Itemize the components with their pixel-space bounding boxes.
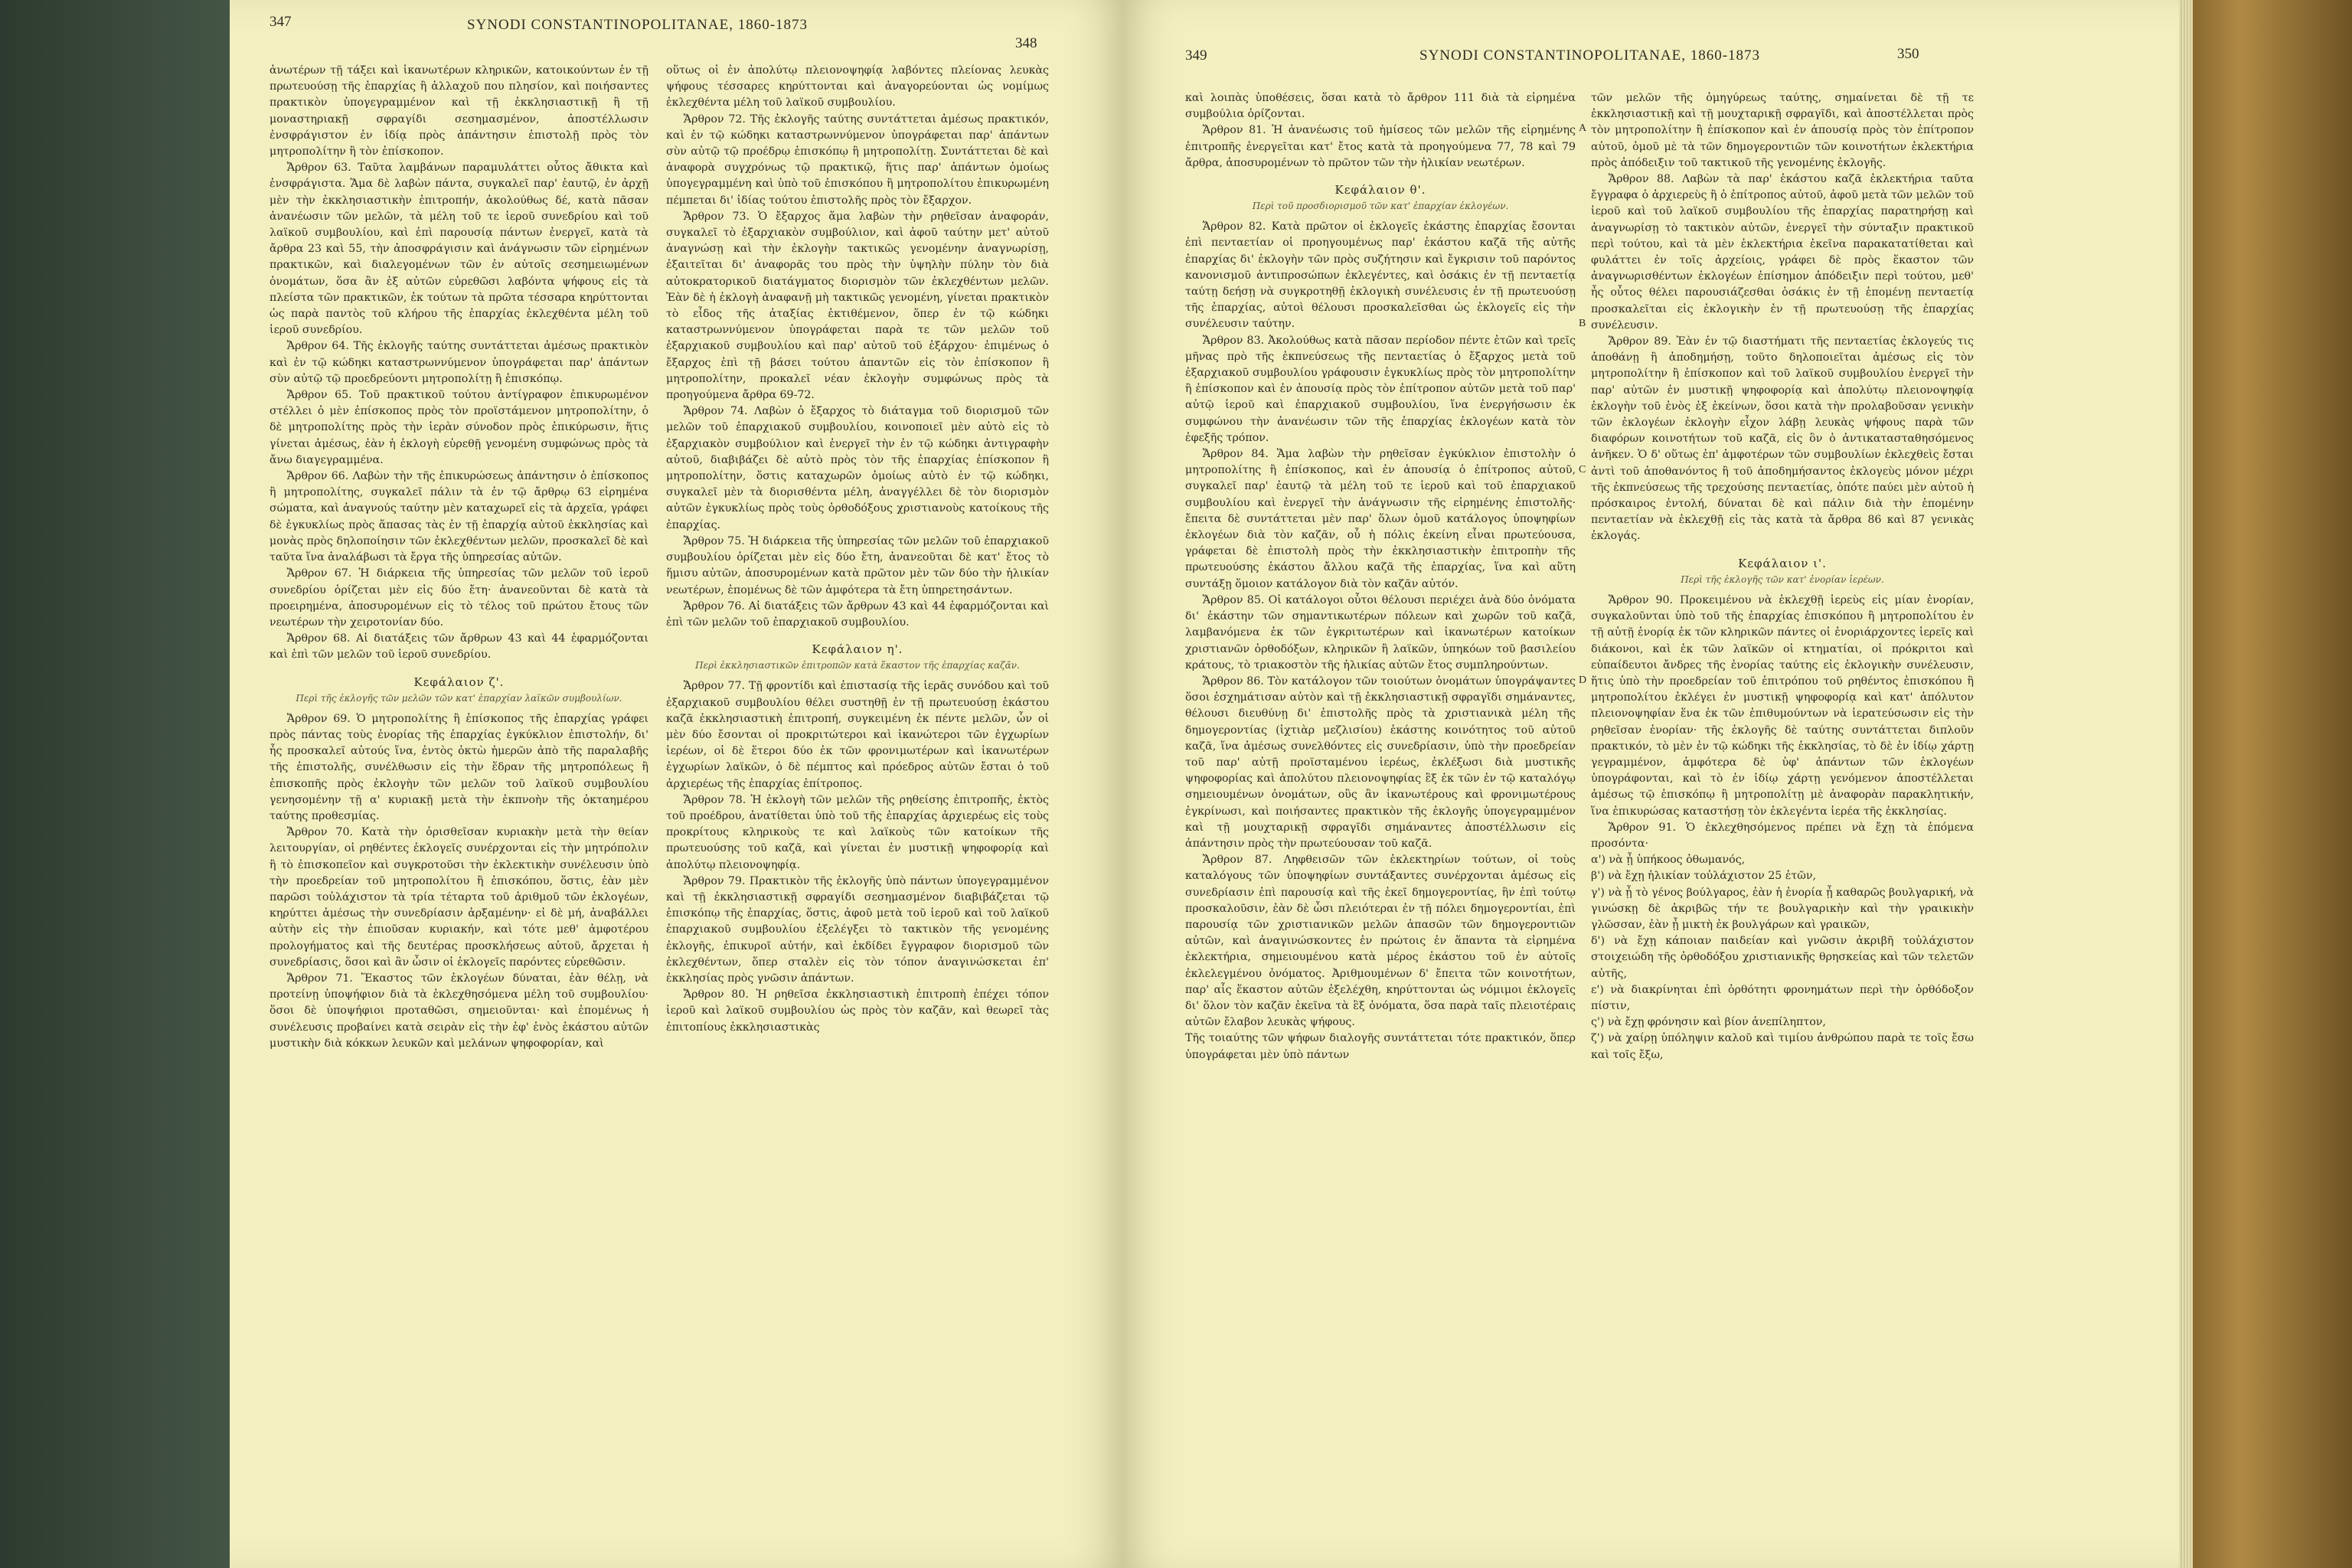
article-paragraph: Ἄρθρον 65. Τοῦ πρακτικοῦ τούτου ἀντίγραφον ἐπικυρωμένον στέλλει ὁ μὲν ἐπίσκοπος πρὸς τὸν προϊστάμενον μητροπολίτην, ὁ δὲ μητροπολίτης πρὸς τὴν ἱερὰν σύνοδον πρὸς ἐπικύρωσιν, ἥτις γίνεται ἀμέσως, ἐὰν ἡ ἐκλογὴ εὑρεθῇ γενομένη συμφώνως πρὸς τὰ ἄνω διαγεγραμμένα. xyxy=(270,389,648,466)
folio-347: 347 xyxy=(270,14,292,30)
folio-348: 348 xyxy=(1015,35,1037,51)
article-paragraph: Ἄρθρον 68. Αἱ διατάξεις τῶν ἄρθρων 43 καὶ 44 ἐφαρμόζονται καὶ ἐπὶ τῶν μελῶν τοῦ ἱεροῦ συνεδρίου. xyxy=(270,632,648,662)
article-paragraph: β') νὰ ἔχῃ ἡλικίαν τοὐλάχιστον 25 ἐτῶν, xyxy=(1591,870,1816,883)
chapter-subtitle: Περὶ τῆς ἐκλογῆς τῶν μελῶν τῶν κατ' ἐπαρχίαν λαϊκῶν συμβουλίων. xyxy=(296,692,622,704)
article-paragraph: Ἄρθρον 86. Τὸν κατάλογον τῶν τοιούτων ὀνομάτων ὑπογράψαντες ὅσοι ἐσχημάτισαν αὐτὸν καὶ τῇ ἐκκλησιαστικῇ σφραγῖδι σημάναντες, θέλουσι διευθύνῃ δι' ἐπιστολῆς πρὸς τὰ χριστιανικὰ μέλη τῆς δημογεροντίας (ἰχτιὰρ μεζλισίου) ἑκάστης κοινότητος τοῦ αὐτοῦ καζᾶ, ἵνα ἀμέσως συνελθόντες εἰς συνεδρίασιν, ὑπὸ τὴν προεδρείαν τοῦ παρ' αὐτῇ προϊσταμένου ἱερέως, ἐκλέξωσι διὰ μυστικῆς ψηφοφορίας καὶ ἀπολύτου πλειονοψηφίας ἓξ ἐκ τῶν ἐν τῷ καταλόγῳ σημειουμένων ὀνομάτων, οὓς ἂν ἱκανωτέρους καὶ φρονιμωτέρους ἐγκρίνωσι, καὶ ποιήσαντες πρακτικὸν τῆς ἐκλογῆς ὑπογεγραμμένον καὶ τῇ μουχταρικῇ σφραγῖδι σημάναντες ἀποστέλλωσιν εἰς ἀπάντησιν πρὸς τὴν πρωτεύουσαν τοῦ καζᾶ. xyxy=(1185,675,1576,850)
article-paragraph: Ἄρθρον 71. Ἕκαστος τῶν ἐκλογέων δύναται, ἐὰν θέλῃ, νὰ προτείνῃ ὑποψήφιον διὰ τὰ ἐκλεχθησόμενα μέλη τοῦ συμβουλίου· ὅσοι δὲ ὑποψήφιοι προταθῶσι, σημειοῦνται· καὶ ἐπομένως ἡ συνέλευσις προβαίνει κατὰ σειρὰν εἰς τὴν ἐφ' ἑνὸς ἑκάστου αὐτῶν μυστικὴν διὰ κόκκων λευκῶν καὶ μελάνων ψηφοφορίαν, καὶ xyxy=(270,972,648,1050)
right-page-column-1 xyxy=(1185,90,1576,1063)
article-paragraph: Ἄρθρον 84. Ἅμα λαβὼν τὴν ρηθεῖσαν ἐγκύκλιον ἐπιστολὴν ὁ μητροπολίτης ἢ ἐπίσκοπος, καὶ ἐν ἀπουσίᾳ ὁ ἐπίτροπος αὐτοῦ, συγκαλεῖ παρ' ἑαυτῷ τὰ μέλη τοῦ τε ἱεροῦ καὶ τοῦ ἐπαρχιακοῦ συμβουλίου καὶ ἐνεργεῖ τὴν ἀνάγνωσιν τῆς εἰρημένης ἐπιστολῆς· ἔπειτα δὲ συντάττεται μὲν παρ' ὅλων ὁμοῦ κατάλογος ὑποψηφίων ἐκλογέων διὰ τὸν καζᾶν, οὗ ἡ πόλις ἐκείνη εἶναι πρωτεύουσα, γράφεται δὲ ἐπιστολὴ πρὸς τὴν ἐκκλησιαστικὴν ἐπιτροπὴν τῆς πρωτευούσης ἑκάστου ἄλλου καζᾶ τῆς ἐπαρχίας, ἵνα καὶ αὕτη συντάξῃ ὅμοιον κατάλογον διὰ τὸν καζᾶν αὐτόν. xyxy=(1185,448,1576,590)
article-paragraph: Ἄρθρον 79. Πρακτικὸν τῆς ἐκλογῆς ὑπὸ πάντων ὑπογεγραμμένον καὶ τῇ ἐκκλησιαστικῇ σφραγίδι σεσημασμένον διαβιβάζεται τῷ ἐπισκόπῳ τῆς ἐπαρχίας, ὅστις, ἀφοῦ μετὰ τοῦ ἱεροῦ καὶ τοῦ λαϊκοῦ ἐπαρχιακοῦ συμβουλίου ἐξελέγξει τὸ τακτικὸν τῆς γενομένης ἐκλογῆς, ἐπικυροῖ αὐτήν, καὶ ἐκδίδει ἔγγραφον διορισμοῦ τῶν ἐκλεχθέντων, ὅπερ σταλὲν εἰς τὸν τόπον ἀναγινώσκεται ἐπ' ἐκκλησίας πρὸς γνῶσιν ἁπάντων. xyxy=(666,874,1049,985)
article-paragraph: Ἄρθρον 69. Ὁ μητροπολίτης ἢ ἐπίσκοπος τῆς ἐπαρχίας γράφει πρὸς πάντας τοὺς ἐνορίας τῆς ἐπαρχίας ἐγκύκλιον ἐπιστολήν, δι' ἧς προσκαλεῖ αὐτούς ἵνα, ἐντὸς ὀκτὼ ἡμερῶν ἀπὸ τῆς παραλαβῆς τῆς ἐπιστολῆς, συνέλθωσιν εἰς τὴν ἕδραν τῆς μητροπόλεως ἢ ἐπισκοπῆς πρὸς ἐκλογὴν τῶν μελῶν τοῦ λαϊκοῦ συμβουλίου γενησομένην τῇ α' κυριακῇ μετὰ τὴν ἐκπνοὴν τῆς ὀκταημέρου ταύτης προθεσμίας. xyxy=(270,712,648,822)
chapter-heading: Κεφάλαιον θ'. xyxy=(1334,183,1426,198)
article-paragraph: Ἄρθρον 64. Τῆς ἐκλογῆς ταύτης συντάττεται ἀμέσως πρακτικὸν καὶ ἐν τῷ κώδηκι καταστρωννύμενον ὑπογράφεται παρ' ἁπάντων σὺν αὐτῷ τῷ προεδρεύοντι μητροπολίτῃ ἢ ἐπισκόπῳ. xyxy=(270,340,648,385)
article-paragraph: Ἄρθρον 75. Ἡ διάρκεια τῆς ὑπηρεσίας τῶν μελῶν τοῦ ἐπαρχιακοῦ συμβουλίου ὁρίζεται μὲν εἰς δύο ἔτη, ἀνανεοῦται δὲ κατ' ἔτος τὸ ἥμισυ αὐτῶν, ἀποσυρομένων κατὰ πρῶτον μὲν τῶν δύο τὴν ἡλικίαν νεωτέρων, ἐπομένως δὲ τῶν ἀμφότερα τὰ ἔτη ὑπηρετησάντων. xyxy=(666,534,1049,596)
chapter-subtitle: Περὶ τοῦ προσδιορισμοῦ τῶν κατ' ἐπαρχίαν ἐκλογέων. xyxy=(1252,201,1509,212)
article-paragraph: Τῆς τοιαύτης τῶν ψήφων διαλογῆς συντάττεται τότε πρακτικόν, ὅπερ ὑπογράφεται μὲν ὑπὸ πάντων xyxy=(1185,1032,1576,1061)
article-paragraph: Ἄρθρον 87. Ληφθεισῶν τῶν ἐκλεκτηρίων τούτων, οἱ τοὺς καταλόγους τῶν ὑποψηφίων συντάξαντες συνέρχονται ἀμέσως εἰς συνεδρίασιν ἐπὶ παρουσίᾳ καὶ τῆς ἐκεῖ δημογεροντίας, ἣν ἐπὶ τούτῳ προσκαλοῦσιν, ἐὰν δὲ ὦσι πλειότεραι ἐν τῇ πόλει δημογεροντίαι, ἐπὶ παρουσίᾳ τῶν χριστιανικῶν μελῶν ἁπασῶν τῶν δημογεροντιῶν αὐτῶν, καὶ ἀναγινώσκοντες ἐν πρώτοις ἐν ἅπαντα τὰ εἰρημένα ἐκλεκτήρια, σημειουμένου κατὰ μέρος ἑκάστου τοῦ ἐν αὐτοῖς ἐκλελεγμένου ὀνόματος. Ἀριθμουμένων δ' ἔπειτα τῶν κοινοτήτων, παρ' αἷς ἕκαστον αὐτῶν ἐξελέχθη, κηρύττονται ὡς νόμιμοι ἐκλογεῖς δι' ὅλον τὸν καζᾶν ἐκεῖνα τὰ ἓξ ὀνόματα, ὅσα παρὰ ταῖς πλειοτέραις αὐτῶν ἔλαβον λευκὰς ψήφους. xyxy=(1185,854,1576,1029)
article-paragraph: Ἄρθρον 83. Ἀκολούθως κατὰ πᾶσαν περίοδον πέντε ἐτῶν καὶ τρεῖς μῆνας πρὸ τῆς ἐκπνεύσεως τῆς πενταετίας ὁ ἔξαρχος μετὰ τοῦ ἐξαρχιακοῦ συμβουλίου γράφουσιν ἐγκυκλίως πρὸς τὸν μητροπολίτην ἢ ἐπίσκοπον καὶ ἐν ἀπουσίᾳ πρὸς τὸν ἐπίτροπον αὐτῶν μετὰ τοῦ παρ' αὐτῷ ἱεροῦ καὶ ἐπαρχιακοῦ συμβουλίου, ἵνα ἐνεργήσωσιν ἐκ συμφώνου τὴν ἀνανέωσιν τῶν τῆς ἐπαρχίας ἐκλογέων κατὰ τὸν ἐφεξῆς τρόπον. xyxy=(1185,334,1576,444)
left-page xyxy=(230,0,1122,1568)
right-page xyxy=(1122,0,2179,1568)
article-paragraph: ἀνωτέρων τῇ τάξει καὶ ἱκανωτέρων κληρικῶν, κατοικούντων ἐν τῇ πρωτευούσῃ τῆς ἐπαρχίας ἢ ἀλλαχοῦ που πλησίον, καὶ ποιήσαντες πρακτικὸν ὑπογεγραμμένον καὶ τῇ ἐκκλησιαστικῇ ἢ τῇ μοναστηριακῇ σφραγίδι σεσημασμένον, ἀποστέλλωσιν ἐνσφράγιστον ἐν ἰδίᾳ πρὸς ἀπάντησιν ἐπιστολῇ πρὸς τὸν μητροπολίτην ἢ τὸν ἐπίσκοπον. xyxy=(270,64,648,158)
article-paragraph: Ἄρθρον 73. Ὁ ἔξαρχος ἅμα λαβὼν τὴν ρηθεῖσαν ἀναφοράν, συγκαλεῖ τὸ ἐξαρχιακὸν συμβούλιον, καὶ ἀφοῦ ταύτην μετ' αὐτοῦ ἀναγνώσῃ καὶ τὴν ἐκλογὴν τακτικῶς γενομένην ἀναγνωρίσῃ, ἐξαιτεῖται δι' ἀναφορᾶς του πρὸς τὴν ὑψηλὴν πύλην τὸν διὰ αὐτοκρατορικοῦ διατάγματος διορισμὸν τῶν ἐκλεχθέντων μελῶν. Ἐὰν δὲ ἡ ἐκλογὴ ἀναφανῇ μὴ τακτικῶς γενομένη, γίνεται πρακτικὸν τὸ εἶδος τῆς ἀταξίας ἐκτιθέμενον, ὅπερ ἐν τῷ κώδηκι καταστρωννύμενον ὑπογράφεται παρὰ τε τῶν μελῶν τοῦ ἐξαρχιακοῦ συμβουλίου καὶ παρ' αὐτοῦ τοῦ ἐξάρχου· ἐπιμένως ὁ ἔξαρχος ἐπὶ τῇ βάσει τούτου ἀπαντῶν εἰς τὸν ἐπίσκοπον ἢ μητροπολίτην, προκαλεῖ νέαν ἐκλογὴν συμφώνως πρὸς τὰ προηγούμενα ἄρθρα 69-72. xyxy=(666,210,1049,402)
margin-section-mark: C xyxy=(1579,463,1586,475)
left-page-column-1 xyxy=(270,63,648,1052)
chapter-heading: Κεφάλαιον ζ'. xyxy=(413,675,505,689)
article-paragraph: ε') νὰ διακρίνηται ἐπὶ ὀρθότητι φρονημάτων περὶ τὴν ὀρθόδοξον πίστιν, xyxy=(1591,983,1974,1012)
article-paragraph: καὶ λοιπὰς ὑποθέσεις, ὅσαι κατὰ τὸ ἄρθρον 111 διὰ τὰ εἰρημένα συμβούλια ὁρίζονται. xyxy=(1185,92,1576,121)
article-paragraph: Ἄρθρον 74. Λαβὼν ὁ ἔξαρχος τὸ διάταγμα τοῦ διορισμοῦ τῶν μελῶν τοῦ ἐπαρχιακοῦ συμβουλίου, κοινοποιεῖ μὲν αὐτὸ εἰς τὸ ἐξαρχιακὸν συμβούλιον καὶ ἐνεργεῖ τὴν ἐν τῷ κώδηκι ἀντιγραφὴν αὐτοῦ, διαβιβάζει δὲ αὐτὸ πρὸς τὸν τῆς ἐπαρχίας ἐπίσκοπον ἢ μητροπολίτην, ὅστις καταχωρῶν ὁμοίως αὐτὸ ἐν τῷ κώδηκι, συγκαλεῖ μὲν τὰ διορισθέντα μέλη, ἀναγγέλλει δὲ τὸν διορισμὸν αὐτῶν ἐγκυκλίως πρὸς τοὺς ὀρθοδόξους χριστιανοὺς κατοίκους τῆς ἐπαρχίας. xyxy=(666,405,1049,531)
running-head-left: SYNODI CONSTANTINOPOLITANAE, 1860-1873 xyxy=(467,17,808,33)
chapter-subtitle: Περὶ τῆς ἐκλογῆς τῶν κατ' ἐνορίαν ἱερέων. xyxy=(1681,573,1884,585)
article-paragraph: Ἄρθρον 72. Τῆς ἐκλογῆς ταύτης συντάττεται ἀμέσως πρακτικόν, καὶ ἐν τῷ κώδηκι καταστρωννύμενον ὑπογράφεται παρ' ἁπάντων σὺν αὐτῷ τῷ προέδρῳ ἐπισκόπῳ ἢ μητροπολίτῃ. Συντάττεται δὲ καὶ ἀναφορὰ συγχρόνως τῷ πρακτικῷ, ἥτις παρ' ἁπάντων ὁμοίως ὑπογεγραμμένη καὶ ὑπὸ τοῦ ἐπισκόπου ἢ μητροπολίτου ἐπικυρωμένη πέμπεται δι' ἰδίας τούτου ἐπιστολῆς πρὸς τὸν ἔξαρχον. xyxy=(666,113,1049,207)
right-page-column-2 xyxy=(1591,90,1974,1063)
article-paragraph: α') νὰ ᾖ ὑπήκοος ὀθωμανός, xyxy=(1591,854,1746,867)
article-paragraph: Ἄρθρον 70. Κατὰ τὴν ὁρισθεῖσαν κυριακὴν μετὰ τὴν θείαν λειτουργίαν, οἱ ρηθέντες ἐκλογεῖς συνέρχονται εἰς τὴν μητρόπολιν ἢ τὸ ἐπισκοπεῖον καὶ συγκροτοῦσι τὴν ἐκλεκτικὴν συνέλευσιν ὑπὸ τὴν προεδρείαν τοῦ μητροπολίτου ἢ ἐπισκόπου, ὅστις, ἐὰν μὲν παρῶσι τοὐλάχιστον τὰ τρία τέταρτα τοῦ ἀριθμοῦ τῶν ἐκλογέων, κηρύττει ἀμέσως τὴν συνεδρίασιν ἀρξαμένην· εἰ δὲ μή, ἀναβάλλει αὐτὴν εἰς τὴν ἐπιοῦσαν κυριακήν, καὶ τότε μεθ' ἀμφοτέρου προλογήματος καὶ τῆς δευτέρας προσκλήσεως αὐτοῦ, ἄρχεται ἡ συνεδρίασις, ὅσοι καὶ ἂν ὦσιν οἱ ἐκλογεῖς παρόντες εὑρεθῶσιν. xyxy=(270,826,648,969)
article-paragraph: Ἄρθρον 81. Ἡ ἀνανέωσις τοῦ ἡμίσεος τῶν μελῶν τῆς εἰρημένης ἐπιτροπῆς ἐνεργεῖται κατ' ἔτος κατὰ τὰ προηγούμενα 77, 78 καὶ 79 ἄρθρα, ἀποσυρομένων τὸ πρῶτον τῶν τὴν ἡλικίαν νεωτέρων. xyxy=(1185,124,1576,169)
article-paragraph: οὕτως οἱ ἐν ἀπολύτῳ πλειονοψηφίᾳ λαβόντες πλείονας λευκὰς ψήφους τέσσαρες κηρύττονται καὶ ἀναγορεύονται ὡς νομίμως ἐκλεχθέντα μέλη τοῦ λαϊκοῦ συμβουλίου. xyxy=(666,64,1049,109)
article-paragraph: ς') νὰ ἔχῃ φρόνησιν καὶ βίον ἀνεπίληπτον, xyxy=(1591,1016,1826,1029)
background-left xyxy=(0,0,230,1568)
margin-section-mark: D xyxy=(1579,675,1587,687)
article-paragraph: Ἄρθρον 80. Ἡ ρηθεῖσα ἐκκλησιαστικὴ ἐπιτροπὴ ἐπέχει τόπον ἱεροῦ καὶ λαϊκοῦ συμβουλίου ὡς πρὸς τὸν καζᾶν, καὶ θεωρεῖ τὰς ἐπιτοπίους ἐκκλησιαστικὰς xyxy=(666,988,1049,1034)
page-edge xyxy=(2179,0,2193,1568)
article-paragraph: τῶν μελῶν τῆς ὁμηγύρεως ταύτης, σημαίνεται δὲ τῇ τε ἐκκλησιαστικῇ καὶ τῇ μουχταρικῇ σφραγῖδι, καὶ ἀποστέλλεται πρὸς τὸν μητροπολίτην ἢ ἐπίσκοπον καὶ ἐν ἀπουσίᾳ πρὸς τὸν ἐπίτροπον αὐτοῦ, ὁμοῦ μὲ τὰ τῶν δημογεροντιῶν τῶν κοινοτήτων ἐκλεκτήρια πρὸς ἀπόδειξιν τοῦ τακτικοῦ τῆς γενομένης ἐκλογῆς. xyxy=(1591,92,1974,169)
article-paragraph: Ἄρθρον 78. Ἡ ἐκλογὴ τῶν μελῶν τῆς ρηθείσης ἐπιτροπῆς, ἐκτὸς τοῦ προέδρου, ἀνατίθεται ὑπὸ τοῦ τῆς ἐπαρχίας ἀρχιερέως εἰς τοὺς προκρίτους κληρικοὺς τε καὶ λαϊκοὺς τῶν κατοίκων τῆς πρωτευούσης τοῦ καζᾶ, καὶ γίνεται ἐν μυστικῇ ψηφοφορίᾳ καὶ ἀπολύτῳ πλειονοψηφίᾳ. xyxy=(666,793,1049,871)
folio-349: 349 xyxy=(1185,47,1207,64)
article-paragraph: Ἄρθρον 82. Κατὰ πρῶτον οἱ ἐκλογεῖς ἑκάστης ἐπαρχίας ἔσονται ἐπὶ πενταετίαν οἱ προηγουμένως παρ' ἑκάστου καζᾶ τῆς αὐτῆς ἐπαρχίας δι' ἐκλογὴν τῶν πρὸς συζήτησιν καὶ ἔγκρισιν τοῦ παρόντος κανονισμοῦ ἀντιπροσώπων ἐκλεγέντες, καὶ ὁσάκις ἐν τῇ πενταετίᾳ ταύτῃ δεήσῃ νὰ συγκροτηθῇ ἐκλογικὴ συνέλευσις ἐν τῇ πρωτευούσῃ τῆς ἐπαρχίας, αὐτοὶ θέλουσι προσκαλεῖσθαι ὡς ἐκλογεῖς εἰς τὴν συνέλευσιν ταύτην. xyxy=(1185,220,1576,331)
article-paragraph: Ἄρθρον 89. Ἐὰν ἐν τῷ διαστήματι τῆς πενταετίας ἐκλογεύς τις ἀποθάνῃ ἢ ἀποδημήσῃ, τοῦτο δηλοποιεῖται ἀμέσως εἰς τὸν μητροπολίτην ἢ ἐπίσκοπον καὶ τοῦ λαϊκοῦ συμβουλίου ἐνεργεῖ τὴν παρ' αὐτῶν ἐν μυστικῇ ψηφοφορίᾳ καὶ ἀπολύτῳ πλειονοψηφίᾳ ἐκλογὴν τοῦ ἑνὸς ἐξ ἐκείνων, ὅσοι κατὰ τὴν προλαβοῦσαν γενικὴν τῶν ἐκλογέων ἐκλογὴν εἶχον λάβῃ λευκὰς ψήφους παρὰ τῶν διαφόρων κοινοτήτων τοῦ καζᾶ, εἰς ὃν ὁ ἀντικατασταθησόμενος ἀνῆκεν. Ὁ δ' οὕτως ἐπ' ἀμφοτέρων τῶν συμβουλίων ἐκλεχθεὶς ἔσται ἀντὶ τοῦ ἀποθανόντος ἢ τοῦ ἀποδημήσαντος ἐκλογεὺς μόνον μέχρι τῆς ἐκπνεύσεως τῆς τρεχούσης πενταετίας, ὁπότε παύει μὲν αὐτοῦ ἡ πρόσκαιρος ἐντολή, δύναται δὲ καὶ πάλιν διὰ τὴν ἑπομένην πενταετίαν νὰ ἐκλεχθῇ εἰς τὰς κατὰ τὰ ἄρθρα 86 καὶ 87 γενικὰς ἐκλογάς. xyxy=(1591,335,1974,543)
article-paragraph: ζ') νὰ χαίρῃ ὑπόληψιν καλοῦ καὶ τιμίου ἀνθρώπου παρὰ τε τοῖς ἔσω καὶ τοῖς ἔξω, xyxy=(1591,1032,1974,1061)
article-paragraph: Ἄρθρον 77. Τῇ φροντίδι καὶ ἐπιστασίᾳ τῆς ἱερᾶς συνόδου καὶ τοῦ ἐξαρχιακοῦ συμβουλίου θέλει συστηθῇ ἐν τῇ πρωτευούσῃ ἑκάστου καζᾶ ἐκκλησιαστικὴ ἐπιτροπή, συγκειμένη ἐκ πέντε μελῶν, ὧν οἱ μὲν δύο ἔσονται οἱ προκριτώτεροι καὶ ἱκανώτεροι τῶν ἐγχωρίων ἱερέων, οἱ δὲ ἕτεροι δύο ἐκ τῶν φρονιμωτέρων καὶ ἱκανωτέρων ἐγχωρίων λαϊκῶν, ὁ δὲ πέμπτος καὶ πρόεδρος αὐτῶν ἔσται ὁ τοῦ ἀρχιερέως τῆς ἐπαρχίας ἐπίτροπος. xyxy=(666,680,1049,790)
article-paragraph: Ἄρθρον 85. Οἱ κατάλογοι οὗτοι θέλουσι περιέχει ἀνὰ δύο ὀνόματα δι' ἑκάστην τῶν σημαντικωτέρων πόλεων καὶ χωρῶν τοῦ καζᾶ, λαμβανόμενα ἐκ τῶν ἐγκριτωτέρων καὶ ἱκανωτέρων κατοίκων χριστιανῶν ὀρθοδόξων, κληρικῶν ἢ λαϊκῶν, ὑπηκόων τοῦ βασιλείου κράτους, τὸ τριακοστὸν τῆς ἡλικίας αὐτῶν ἔτος συμπληρούντων. xyxy=(1185,593,1576,671)
article-paragraph: γ') νὰ ᾖ τὸ γένος βούλγαρος, ἐὰν ἡ ἐνορία ᾖ καθαρῶς βουλγαρική, νὰ γινώσκῃ δὲ ἀκριβῶς τήν τε βουλγαρικὴν καὶ τὴν γραικικὴν γλῶσσαν, ἐὰν ᾖ μικτὴ ἐκ βουλγάρων καὶ γραικῶν, xyxy=(1591,886,1974,931)
folio-350: 350 xyxy=(1897,46,1919,62)
article-paragraph: Ἄρθρον 88. Λαβὼν τὰ παρ' ἑκάστου καζᾶ ἐκλεκτήρια ταῦτα ἔγγραφα ὁ ἀρχιερεὺς ἢ ὁ ἐπίτροπος αὐτοῦ, ἀφοῦ μετὰ τῶν μελῶν τοῦ ἱεροῦ καὶ τοῦ λαϊκοῦ συμβουλίου τῆς ἐπαρχίας παρατηρήσῃ καὶ ἀναγνωρίσῃ τὸ τακτικὸν αὐτῶν, ἐνεργεῖ τὴν σύνταξιν πρακτικοῦ περὶ τούτου, καὶ τὰ μὲν ἐκλεκτήρια ἐκεῖνα παρακατατίθεται καὶ φυλάττει ἐν τοῖς ἀρχείοις, γράφει δὲ πρὸς ἕκαστον τῶν ἀναγνωρισθέντων ἐκλογέων ἐπίσημον ἀπόδειξιν περὶ τούτου, μεθ' ἧς οὗτος θέλει παρουσιάζεσθαι ὁσάκις ἐν τῇ ἑπομένῃ πενταετίᾳ προσκαλεῖται εἰς ἐκλογικὴν ἐν τῇ πρωτευούσῃ τῆς ἐπαρχίας συνέλευσιν. xyxy=(1591,173,1974,332)
chapter-subtitle: Περὶ ἐκκλησιαστικῶν ἐπιτροπῶν κατὰ ἕκαστον τῆς ἐπαρχίας καζᾶν. xyxy=(695,660,1020,671)
article-paragraph: Ἄρθρον 67. Ἡ διάρκεια τῆς ὑπηρεσίας τῶν μελῶν τοῦ ἱεροῦ συνεδρίου ὁρίζεται μὲν εἰς δύο ἔτη· ἀνανεοῦνται δὲ κατὰ τὰ προειρημένα, ἀποσυρομένων εἰς τὸ τέλος τοῦ πρώτου ἔτους τῶν νεωτέρων τὴν χειροτονίαν δύο. xyxy=(270,567,648,629)
margin-section-mark: B xyxy=(1579,317,1586,329)
article-paragraph: Ἄρθρον 66. Λαβὼν τὴν τῆς ἐπικυρώσεως ἀπάντησιν ὁ ἐπίσκοπος ἢ μητροπολίτης, συγκαλεῖ πάλιν τὰ ἐν τῷ ἄρθρῳ 63 εἰρημένα σώματα, καὶ ἀναγνούς ταύτην μὲν καταχωρεῖ εἰς τὰ ἀρχεῖα, γράφει δὲ ἐγκυκλίως πρὸς ἅπασας τὰς ἐν τῇ ἐπαρχίᾳ αὐτοῦ ἐκκλησίας καὶ μονὰς πρὸς δηλοποίησιν τῶν ἐκλεχθέντων μελῶν, προσκαλεῖ δὲ καὶ ταῦτα ἵνα ἀναλάβωσι τὰ ἔργα τῆς ὑπηρεσίας αὐτῶν. xyxy=(270,470,648,564)
margin-section-mark: A xyxy=(1579,122,1587,135)
article-paragraph: Ἄρθρον 63. Ταῦτα λαμβάνων παραμυλάττει οὗτος ἄθικτα καὶ ἐνσφράγιστα. Ἅμα δὲ λαβὼν πάντα, συγκαλεῖ παρ' ἑαυτῷ, ἐν ἀρχῇ μὲν τὴν ἐκκλησιαστικὴν ἐπιτροπήν, ἀκολούθως δέ, κατὰ πᾶσαν ἀνανέωσιν τῶν μελῶν, τὰ μέλη τοῦ τε ἱεροῦ συνεδρίου καὶ τοῦ λαϊκοῦ συμβουλίου, καὶ ἐπὶ παρουσίᾳ πάντων ἐνεργεῖ, κατὰ τὰ ἄρθρα 23 καὶ 55, τὴν ἀποσφράγισιν καὶ ἀνάγνωσιν τῶν εἰρημένων πρακτικῶν, καὶ διαλεγομένων τῶν ἐν αὐτοῖς σεσημειωμένων ὀνομάτων, ὅσα ἂν ἐξ αὐτῶν εὐρεθῶσι λαβόντα ψήφους εἰς τὰ πλείστα τῶν πρακτικῶν, ἐκ τούτων τὰ πρῶτα τέσσαρα κηρύττονται ὡς παρὰ παντὸς τοῦ κλήρου τῆς ἐπαρχίας ἐκλεχθέντα μέλη τοῦ ἱεροῦ συνεδρίου. xyxy=(270,162,648,337)
article-paragraph: Ἄρθρον 76. Αἱ διατάξεις τῶν ἄρθρων 43 καὶ 44 ἐφαρμόζονται καὶ ἐπὶ τῶν μελῶν τοῦ ἐπαρχιακοῦ συμβουλίου. xyxy=(666,599,1049,629)
book-binding xyxy=(2193,0,2352,1568)
article-paragraph: Ἄρθρον 91. Ὁ ἐκλεχθησόμενος πρέπει νὰ ἔχῃ τὰ ἑπόμενα προσόντα· xyxy=(1591,821,1974,850)
chapter-heading: Κεφάλαιον ι'. xyxy=(1738,556,1827,570)
article-paragraph: δ') νὰ ἔχῃ κάποιαν παιδείαν καὶ γνῶσιν ἀκριβῆ τοὐλάχιστον στοιχειώδη τῆς ὀρθοδόξου χριστιανικῆς θρησκείας καὶ τῶν τελετῶν αὐτῆς, xyxy=(1591,935,1974,980)
article-paragraph: Ἄρθρον 90. Προκειμένου νὰ ἐκλεχθῇ ἱερεὺς εἰς μίαν ἐνορίαν, συγκαλοῦνται ὑπὸ τοῦ τῆς ἐπαρχίας ἐπισκόπου ἢ μητροπολίτου ἐν τῇ αὐτῇ ἐνορίᾳ ἐκ τῶν κληρικῶν πάντες οἱ ἐνοριάρχοντες ἱερεῖς καὶ διάκονοι, καὶ ἐκ τῶν λαϊκῶν οἱ κτηματίαι, οἱ πρόκριτοι καὶ εὐπαίδευτοι ἄνδρες τῆς ἐνορίας ταύτης εἰς ἐκλογικὴν συνέλευσιν, ἥτις ὑπὸ τὴν προεδρείαν τοῦ ἐπιτρόπου τοῦ ρηθέντος ἐπισκόπου ἢ μητροπολίτου ἐκλέγει ἐν μυστικῇ ψηφοφορίᾳ καὶ κατ' ἀπόλυτον πλειονοψηφίαν ἕνα ἐκ τῶν ἐπιθυμούντων νὰ ἱερατεύσωσιν εἰς τὴν ρηθεῖσαν ἐνορίαν· τῆς ἐκλογῆς δὲ ταύτης συντάττεται διπλοῦν πρακτικόν, τὸ μὲν ἐν τῷ κώδηκι τῆς ἐκκλησίας, τὸ δὲ ἐν ἰδίῳ χάρτῃ γεγραμμένον, ἀμφότερα δὲ ὑφ' ἁπάντων τῶν ἐκλογέων ὑπογράφονται, καὶ τὸ ἐν ἰδίῳ χάρτῃ γενόμενον ἀποστέλλεται ἀμέσως τῷ ἐπισκόπῳ ἢ μητροπολίτῃ μὲ ἀναφορὰν παρακλητικήν, ἵνα ἐπικυρώσας καταστήσῃ τὸν ἐκλεγέντα ἱερέα τῆς ἐκκλησίας. xyxy=(1591,593,1974,818)
chapter-heading: Κεφάλαιον η'. xyxy=(812,642,903,657)
running-head-right: SYNODI CONSTANTINOPOLITANAE, 1860-1873 xyxy=(1419,47,1761,64)
left-page-column-2 xyxy=(666,63,1049,1036)
